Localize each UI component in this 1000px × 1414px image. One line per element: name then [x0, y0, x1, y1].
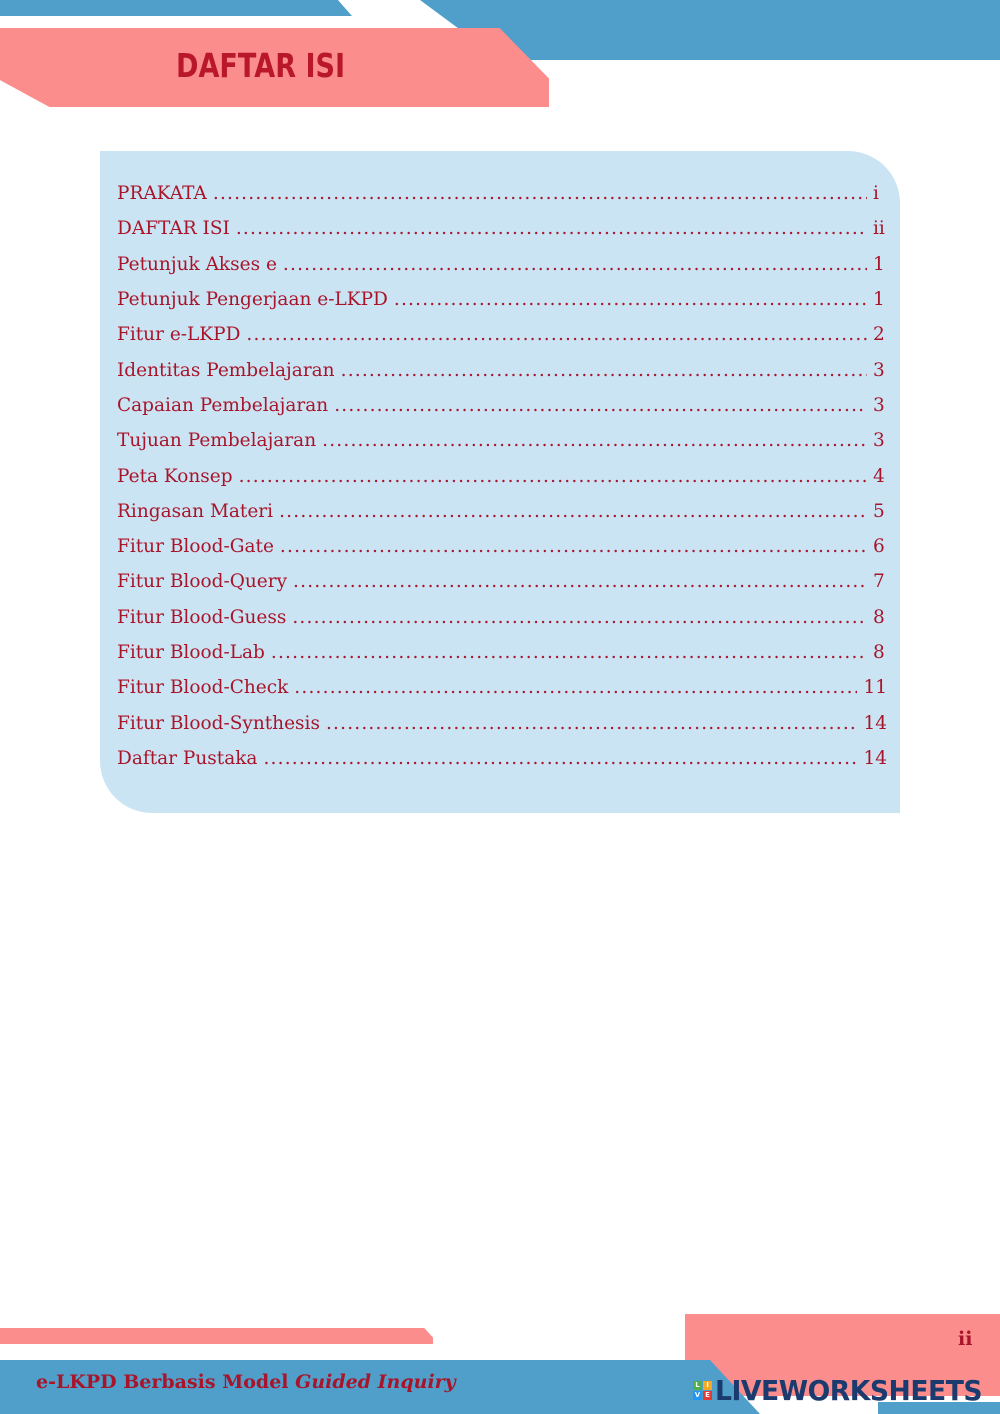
footer-caption-text: e-LKPD Berbasis Model	[36, 1371, 296, 1393]
toc-dot-leader	[394, 289, 867, 310]
toc-entry[interactable]	[117, 529, 887, 564]
toc-dot-leader	[263, 748, 857, 769]
top-left-blue-bar	[0, 0, 352, 16]
toc-entry[interactable]	[117, 670, 887, 705]
toc-entry-label: Fitur Blood-Synthesis	[117, 712, 320, 734]
toc-dot-leader	[283, 254, 867, 275]
toc-dot-leader	[293, 571, 867, 592]
toc-entry[interactable]	[117, 600, 887, 635]
toc-entry-page: 14	[863, 747, 887, 769]
toc-entry-label: Petunjuk Pengerjaan e-LKPD	[117, 289, 388, 311]
toc-entry-page: 7	[873, 571, 885, 593]
toc-dot-leader	[292, 607, 867, 628]
footer-caption-italic: Guided Inquiry	[295, 1371, 456, 1393]
page-title: DAFTAR ISI	[176, 46, 346, 85]
toc-entry-label: Fitur e-LKPD	[117, 324, 241, 346]
toc-list	[117, 176, 887, 776]
toc-entry-label: Daftar Pustaka	[117, 747, 258, 769]
toc-entry-label: Ringasan Materi	[117, 500, 274, 522]
toc-entry-label: Petunjuk Akses e	[117, 253, 277, 275]
toc-entry-label: PRAKATA	[117, 183, 207, 205]
toc-entry[interactable]	[117, 564, 887, 599]
toc-entry[interactable]	[117, 705, 887, 740]
toc-entry-page: 8	[873, 642, 885, 663]
toc-entry-label: Capaian Pembelajaran	[117, 394, 329, 416]
toc-entry-label: Fitur Blood-Lab	[117, 642, 265, 663]
toc-entry-label: Tujuan Pembelajaran	[117, 430, 317, 452]
toc-entry-page: 3	[873, 359, 885, 381]
logo-grid-cell: E	[703, 1391, 712, 1400]
toc-entry-page: 6	[873, 536, 885, 558]
toc-entry[interactable]	[117, 282, 887, 317]
logo-grid-cell: I	[703, 1381, 712, 1390]
toc-entry[interactable]	[117, 494, 887, 529]
footer-caption	[36, 1371, 456, 1393]
toc-dot-leader	[334, 395, 867, 416]
toc-dot-leader	[271, 642, 867, 663]
toc-dot-leader	[213, 183, 867, 204]
toc-entry-label: Fitur Blood-Check	[117, 677, 289, 699]
toc-entry[interactable]	[117, 635, 887, 670]
liveworksheets-logo	[693, 1374, 996, 1407]
toc-dot-leader	[246, 324, 867, 345]
page-number: ii	[958, 1328, 973, 1350]
toc-dot-leader	[236, 218, 867, 239]
toc-entry-page: 4	[873, 465, 885, 487]
toc-entry-page: 1	[873, 253, 885, 275]
toc-entry[interactable]	[117, 352, 887, 387]
toc-entry-label: Fitur Blood-Guess	[117, 606, 287, 628]
toc-entry-page: 1	[873, 289, 885, 311]
toc-entry[interactable]	[117, 741, 887, 776]
toc-entry[interactable]	[117, 423, 887, 458]
logo-grid-cell: V	[694, 1391, 701, 1399]
toc-entry-label: Identitas Pembelajaran	[117, 359, 335, 381]
toc-dot-leader	[279, 501, 867, 522]
toc-dot-leader	[341, 360, 867, 381]
toc-entry-label: Fitur Blood-Query	[117, 571, 288, 593]
toc-entry-page: i	[873, 183, 879, 205]
toc-entry[interactable]	[117, 247, 887, 282]
toc-entry-page: 3	[873, 430, 885, 452]
toc-dot-leader	[280, 536, 867, 557]
liveworksheets-logo-text: LIVEWORKSHEETS	[715, 1374, 983, 1407]
toc-entry-label: Fitur Blood-Gate	[117, 536, 274, 558]
toc-entry[interactable]	[117, 458, 887, 493]
toc-entry-page: 14	[863, 712, 887, 734]
toc-dot-leader	[326, 713, 858, 734]
toc-entry-page: 3	[873, 394, 885, 416]
toc-entry-page: 5	[873, 500, 885, 522]
bottom-left-pink-bar	[0, 1328, 433, 1344]
toc-entry[interactable]	[117, 176, 887, 211]
toc-entry-label: Peta Konsep	[117, 465, 233, 487]
toc-entry[interactable]	[117, 317, 887, 352]
toc-entry-page: 2	[873, 324, 885, 346]
toc-dot-leader	[322, 430, 867, 451]
toc-dot-leader	[294, 677, 857, 698]
toc-entry-page: 11	[863, 677, 887, 699]
toc-entry-label: DAFTAR ISI	[117, 218, 230, 240]
toc-entry[interactable]	[117, 211, 887, 246]
toc-entry-page: 8	[873, 606, 885, 628]
liveworksheets-logo-icon	[693, 1381, 712, 1400]
toc-dot-leader	[239, 466, 867, 487]
toc-entry-page: ii	[873, 218, 885, 240]
logo-grid-cell: L	[693, 1381, 702, 1390]
toc-entry[interactable]	[117, 388, 887, 423]
